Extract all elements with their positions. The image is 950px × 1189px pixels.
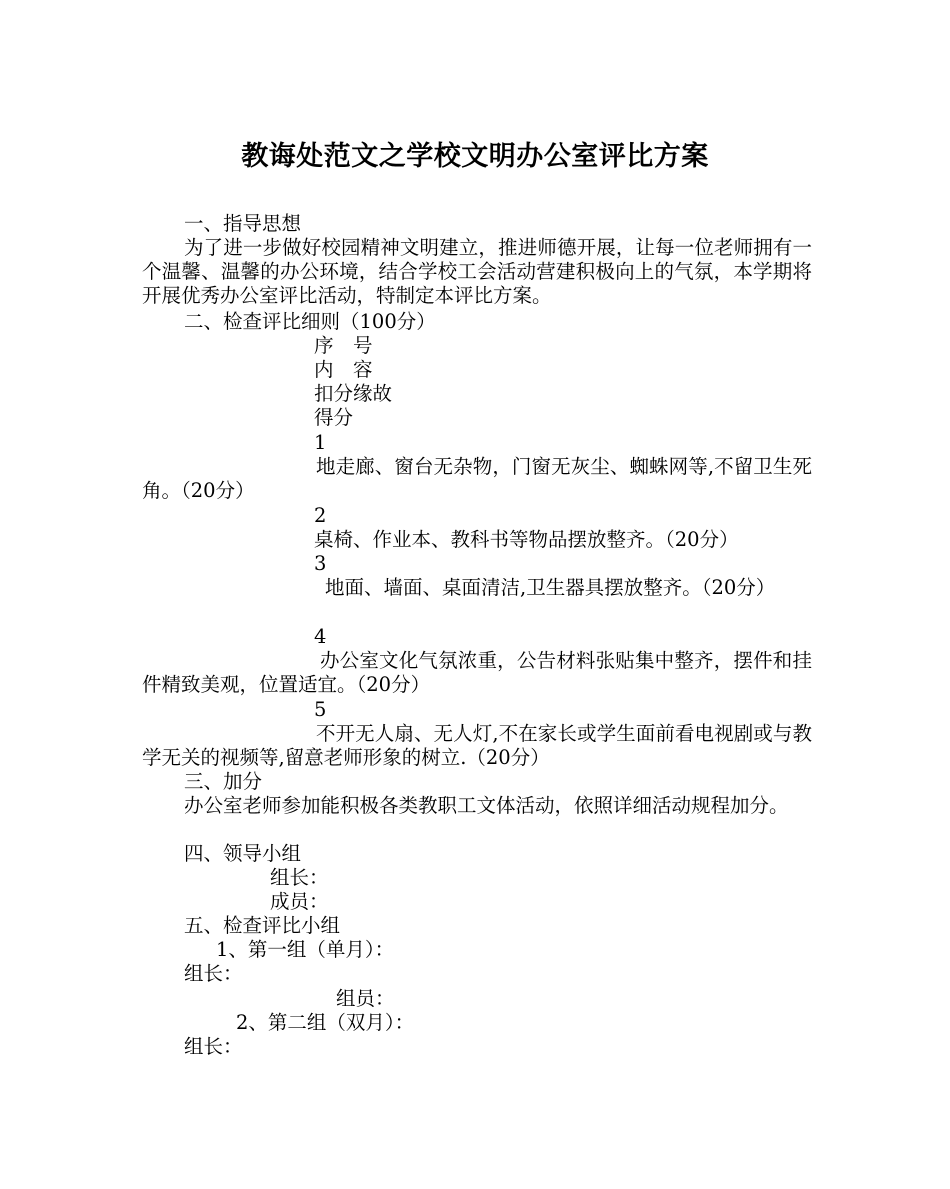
table-header-no: 序 号 [314, 334, 373, 357]
group-1-leader: 组长： [184, 962, 243, 985]
table-row-content: 办公室文化气氛浓重，公告材料张贴集中整齐，摆件和挂件精致美观，位置适宜。（20分） [142, 649, 812, 696]
group-1-heading: 1、第一组（单月）： [216, 938, 395, 961]
table-row-no: 4 [314, 625, 327, 648]
section-heading-3: 三、加分 [184, 770, 263, 793]
table-header-score: 得分 [314, 406, 354, 429]
table-row-content: 不开无人扇、无人灯,不在家长或学生面前看电视剧或与教学无关的视频等,留意老师形象的树立.（20分） [142, 722, 812, 769]
table-row-no: 5 [314, 698, 327, 721]
table-row-no: 2 [314, 504, 327, 527]
section-heading-1: 一、指导思想 [184, 212, 302, 235]
section-heading-2: 二、检查评比细则（100分） [184, 310, 436, 333]
table-header-content: 内 容 [314, 358, 373, 381]
leader-line: 组长： [270, 866, 329, 889]
paragraph-bonus: 办公室老师参加能积极各类教职工文体活动，依照详细活动规程加分。 [184, 794, 789, 817]
section-heading-5: 五、检查评比小组 [184, 914, 341, 937]
group-1-members: 组员： [336, 987, 395, 1010]
table-header-reason: 扣分缘故 [314, 382, 393, 405]
table-row-no: 3 [314, 552, 327, 575]
table-row-content: 地面、墙面、桌面清洁,卫生器具摆放整齐。（20分） [325, 576, 776, 599]
paragraph-guiding-idea: 为了进一步做好校园精神文明建立，推进师德开展，让每一位老师拥有一个温馨、温馨的办公环境，结合学校工会活动营建积极向上的气氛，本学期将开展优秀办公室评比活动，特制定本评比方案。 [142, 236, 812, 307]
group-2-heading: 2、第二组（双月）： [236, 1011, 415, 1034]
document-title: 教诲处范文之学校文明办公室评比方案 [241, 141, 709, 172]
table-row-no: 1 [314, 431, 327, 454]
group-2-leader: 组长： [184, 1035, 243, 1058]
table-row-content: 桌椅、作业本、教科书等物品摆放整齐。（20分） [314, 528, 739, 551]
table-row-content: 地走廊、窗台无杂物，门窗无灰尘、蜘蛛网等,不留卫生死角。（20分） [142, 455, 812, 502]
members-line: 成员： [270, 890, 329, 913]
section-heading-4: 四、领导小组 [184, 842, 302, 865]
